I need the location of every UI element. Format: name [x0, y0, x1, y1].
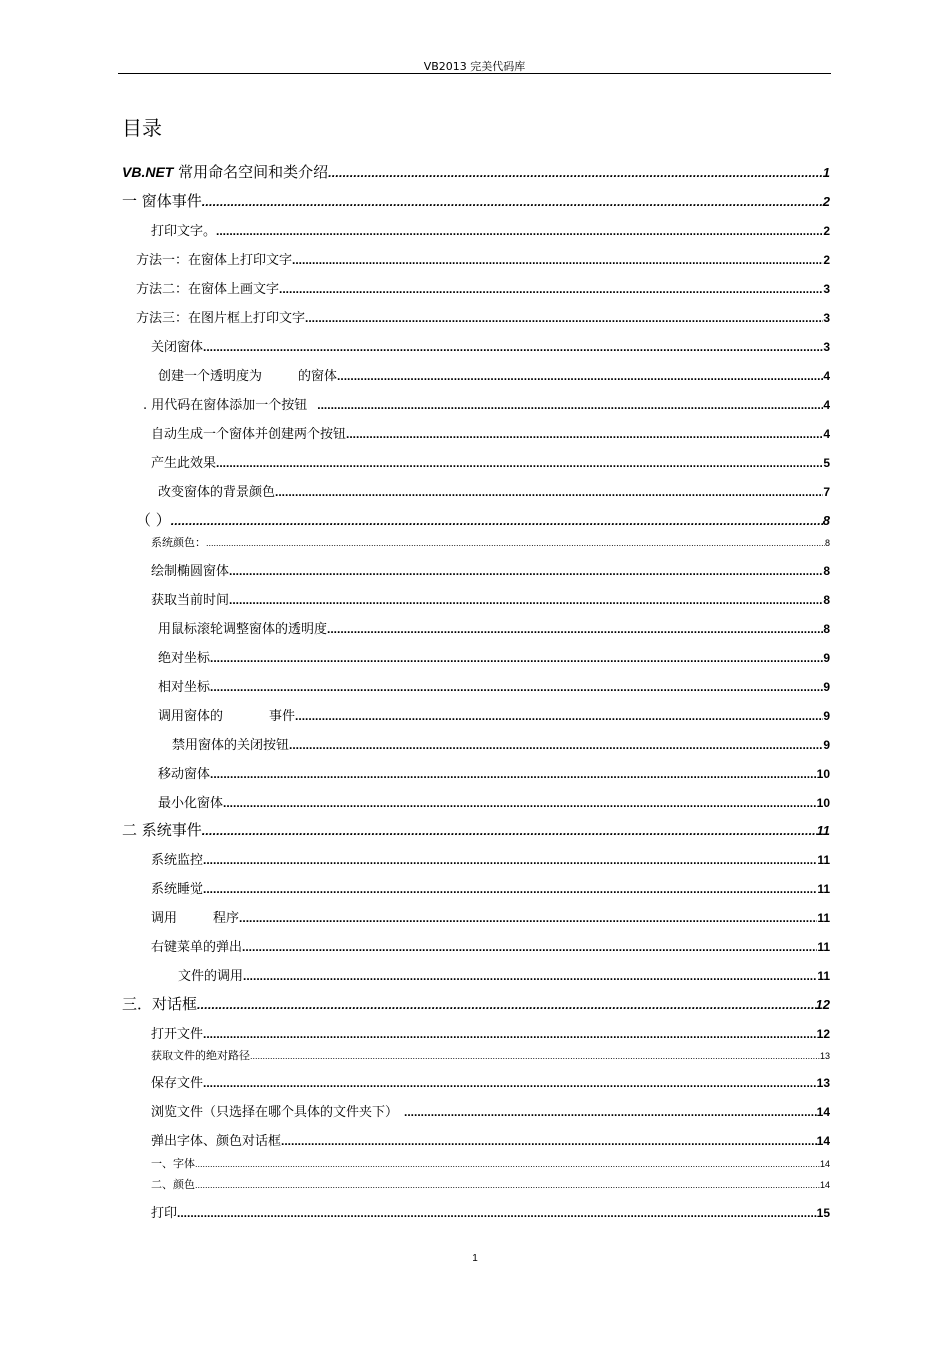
- toc-entry-text: 三．对话框: [122, 995, 198, 1013]
- toc-entry-text: 打印文字。: [151, 224, 217, 239]
- toc-entry-text: 最小化窗体: [158, 796, 224, 811]
- toc-entry[interactable]: [136, 310, 830, 327]
- toc-page-number: 5: [823, 456, 830, 470]
- toc-leader-dots: [295, 708, 823, 724]
- toc-entry-text-2: 的窗体: [298, 369, 338, 384]
- toc-page-number: 3: [823, 282, 830, 296]
- toc-leader-dots: [177, 1205, 817, 1221]
- toc-entry[interactable]: [172, 737, 830, 754]
- toc-entry-text: 获取文件的绝对路径: [151, 1049, 250, 1062]
- toc-page-number: 14: [819, 1180, 830, 1190]
- toc-entry-text: 一、字体: [151, 1157, 195, 1170]
- toc-page-number: 4: [823, 398, 830, 412]
- header-rule: [118, 73, 831, 74]
- toc-entry[interactable]: [151, 426, 830, 443]
- toc-entry-text: 打印: [151, 1206, 178, 1221]
- toc-entry[interactable]: [158, 708, 830, 725]
- toc-entry-text: 二、颜色: [151, 1178, 195, 1191]
- toc-page-number: 3: [823, 340, 830, 354]
- page-number: 1: [472, 1253, 478, 1264]
- toc-entry-text: 打开文件: [151, 1027, 204, 1042]
- toc-page-number: 14: [816, 1105, 830, 1119]
- toc-page-number: 11: [817, 911, 830, 925]
- toc-leader-dots: [243, 968, 817, 984]
- toc-page-number: 12: [815, 997, 830, 1012]
- toc-page-number: 8: [823, 622, 830, 636]
- toc-leader-dots: [327, 621, 823, 637]
- toc-entry-text: 方法一：在窗体上打印文字: [136, 253, 293, 268]
- toc-page-number: 15: [816, 1206, 830, 1220]
- toc-leader-dots: [305, 310, 823, 326]
- toc-leader-dots: [242, 939, 817, 955]
- toc-page-number: 8: [823, 564, 830, 578]
- toc-page-number: 8: [823, 593, 830, 607]
- toc-entry-text: 自动生成一个窗体并创建两个按钮: [151, 427, 347, 442]
- toc-entry[interactable]: [136, 281, 830, 298]
- toc-leader-dots: [195, 1158, 820, 1171]
- toc-entry-text-2: 程序: [213, 911, 240, 926]
- toc-leader-dots: [289, 737, 823, 753]
- toc-entry[interactable]: [151, 1178, 830, 1192]
- toc-entry[interactable]: [136, 252, 830, 269]
- toc-page-number: 3: [823, 311, 830, 325]
- toc-entry-text: （ ）: [136, 511, 171, 529]
- toc-leader-dots: [229, 592, 823, 608]
- toc-page-number: 11: [816, 823, 830, 838]
- toc-entry[interactable]: [151, 536, 830, 550]
- toc-page-number: 11: [817, 853, 830, 867]
- toc-entry-text: 弹出字体、颜色对话框: [151, 1134, 282, 1149]
- toc-leader-dots: [223, 795, 817, 811]
- toc-entry-text: 获取当前时间: [151, 593, 230, 608]
- toc-entry-text-2: 事件: [269, 709, 296, 724]
- toc-page-number: 12: [816, 1027, 830, 1041]
- toc-entry[interactable]: [136, 511, 830, 530]
- toc-entry[interactable]: [151, 1205, 830, 1222]
- toc-entry[interactable]: [151, 1157, 830, 1171]
- toc-leader-dots: [346, 426, 823, 442]
- toc-entry-text-2: 常用命名空间和类介绍: [173, 163, 329, 181]
- toc-page-number: 2: [822, 194, 830, 209]
- toc-entry[interactable]: [158, 621, 830, 638]
- toc-leader-dots: [292, 252, 823, 268]
- toc-entry[interactable]: [122, 163, 830, 182]
- toc-leader-dots: [203, 881, 817, 897]
- toc-leader-dots: [216, 455, 823, 471]
- toc-page-number: 9: [823, 738, 830, 752]
- toc-entry[interactable]: [122, 995, 830, 1014]
- toc-leader-dots: [202, 193, 823, 211]
- toc-entry-text: 移动窗体: [158, 767, 211, 782]
- toc-entry[interactable]: [151, 339, 830, 356]
- toc-entry[interactable]: [151, 1075, 830, 1092]
- toc-page-number: 10: [816, 796, 830, 810]
- toc-page-number: 8: [822, 513, 830, 528]
- toc-entry[interactable]: [143, 397, 830, 414]
- toc-entry-text: 产生此效果: [151, 456, 217, 471]
- page-header: VB2013 完美代码库: [423, 60, 526, 73]
- toc-page-number: 4: [823, 427, 830, 441]
- toc-entry[interactable]: [122, 821, 830, 840]
- toc-leader-dots: [317, 397, 823, 413]
- toc-leader-dots: [328, 164, 823, 182]
- toc-page-number: 14: [819, 1159, 830, 1169]
- toc-entry[interactable]: [122, 192, 830, 211]
- toc-page-number: 8: [824, 538, 830, 548]
- toc-entry[interactable]: [151, 910, 830, 927]
- toc-page-number: 14: [816, 1134, 830, 1148]
- toc-page-number: 2: [823, 253, 830, 267]
- toc-entry-text: 方法三：在图片框上打印文字: [136, 311, 306, 326]
- toc-entry-text: 绝对坐标: [158, 651, 211, 666]
- toc-entry-text: 相对坐标: [158, 680, 211, 695]
- toc-page-number: 9: [823, 709, 830, 723]
- toc-page-number: 9: [823, 680, 830, 694]
- toc-entry-text: 系统颜色：: [151, 536, 206, 549]
- toc-entry-text: 用鼠标滚轮调整窗体的透明度: [158, 622, 328, 637]
- toc-entry-text: 浏览文件（只选择在哪个具体的文件夹下）: [151, 1105, 399, 1120]
- toc-leader-dots: [279, 281, 823, 297]
- toc-page-number: 11: [817, 969, 830, 983]
- toc-entry[interactable]: [158, 650, 830, 667]
- toc-entry[interactable]: [151, 1133, 830, 1150]
- toc-entry-text: 保存文件: [151, 1076, 204, 1091]
- toc-entry[interactable]: [158, 368, 830, 385]
- toc-entry-text: 二 系统事件: [122, 821, 202, 839]
- toc-leader-dots: [239, 910, 817, 926]
- toc-entry[interactable]: [151, 223, 830, 240]
- toc-leader-dots: [171, 512, 823, 530]
- toc-leader-dots: [197, 996, 816, 1014]
- toc-leader-dots: [210, 650, 823, 666]
- toc-entry-text: 调用窗体的: [158, 709, 224, 724]
- toc-leader-dots: [210, 679, 823, 695]
- toc-entry[interactable]: [151, 592, 830, 609]
- toc-leader-dots: [203, 1026, 817, 1042]
- toc-page-number: 13: [819, 1051, 830, 1061]
- toc-page-number: 11: [817, 882, 830, 896]
- toc-leader-dots: [250, 1050, 820, 1063]
- toc-entry-text: . 用代码在窗体添加一个按钮: [143, 398, 308, 413]
- toc-leader-dots: [210, 766, 817, 782]
- toc-entry-text: 方法二：在窗体上画文字: [136, 282, 280, 297]
- toc-entry[interactable]: [151, 1026, 830, 1043]
- toc-entry-text: 一 窗体事件: [122, 192, 202, 210]
- toc-page-number: 1: [822, 165, 830, 180]
- toc-leader-dots: [216, 223, 823, 239]
- toc-page-number: 10: [816, 767, 830, 781]
- toc-leader-dots: [281, 1133, 817, 1149]
- toc-leader-dots: [202, 822, 817, 840]
- toc-page-number: 4: [823, 369, 830, 383]
- toc-leader-dots: [195, 1179, 820, 1192]
- toc-leader-dots: [404, 1104, 817, 1120]
- toc-entry-text: 系统监控: [151, 853, 204, 868]
- toc-entry[interactable]: [151, 881, 830, 898]
- toc-entry[interactable]: [151, 455, 830, 472]
- toc-entry[interactable]: [151, 852, 830, 869]
- toc-leader-dots: [229, 563, 823, 579]
- toc-entry[interactable]: [158, 679, 830, 696]
- toc-leader-dots: [203, 1075, 817, 1091]
- toc-page-number: 13: [816, 1076, 830, 1090]
- toc-entry-text: 文件的调用: [178, 969, 244, 984]
- toc-leader-dots: [337, 368, 823, 384]
- toc-entry-text: 系统睡觉: [151, 882, 204, 897]
- toc-entry[interactable]: [158, 795, 830, 812]
- toc-page-number: 9: [823, 651, 830, 665]
- toc-entry-text: 创建一个透明度为: [158, 369, 263, 384]
- toc-page-number: 11: [817, 940, 830, 954]
- toc-leader-dots: [203, 852, 817, 868]
- toc-entry[interactable]: [151, 1104, 830, 1121]
- toc-entry-text: 关闭窗体: [151, 340, 204, 355]
- toc-page-number: 2: [823, 224, 830, 238]
- toc-entry[interactable]: [178, 968, 830, 985]
- toc-leader-dots: [275, 484, 823, 500]
- toc-leader-dots: [206, 537, 825, 550]
- toc-entry[interactable]: [151, 939, 830, 956]
- toc-entry[interactable]: [158, 484, 830, 501]
- toc-leader-dots: [203, 339, 823, 355]
- toc-entry-text: 改变窗体的背景颜色: [158, 485, 276, 500]
- toc-entry-text: 右键菜单的弹出: [151, 940, 243, 955]
- toc-entry[interactable]: [158, 766, 830, 783]
- toc-title: 目录: [122, 116, 162, 140]
- toc-entry-text: VB.NET: [122, 164, 174, 180]
- toc-page-number: 7: [823, 485, 830, 499]
- toc-entry[interactable]: [151, 563, 830, 580]
- toc-entry[interactable]: [151, 1049, 830, 1063]
- toc-entry-text: 禁用窗体的关闭按钮: [172, 738, 290, 753]
- toc-entry-text: 绘制椭圆窗体: [151, 564, 230, 579]
- toc-entry-text: 调用: [151, 911, 178, 926]
